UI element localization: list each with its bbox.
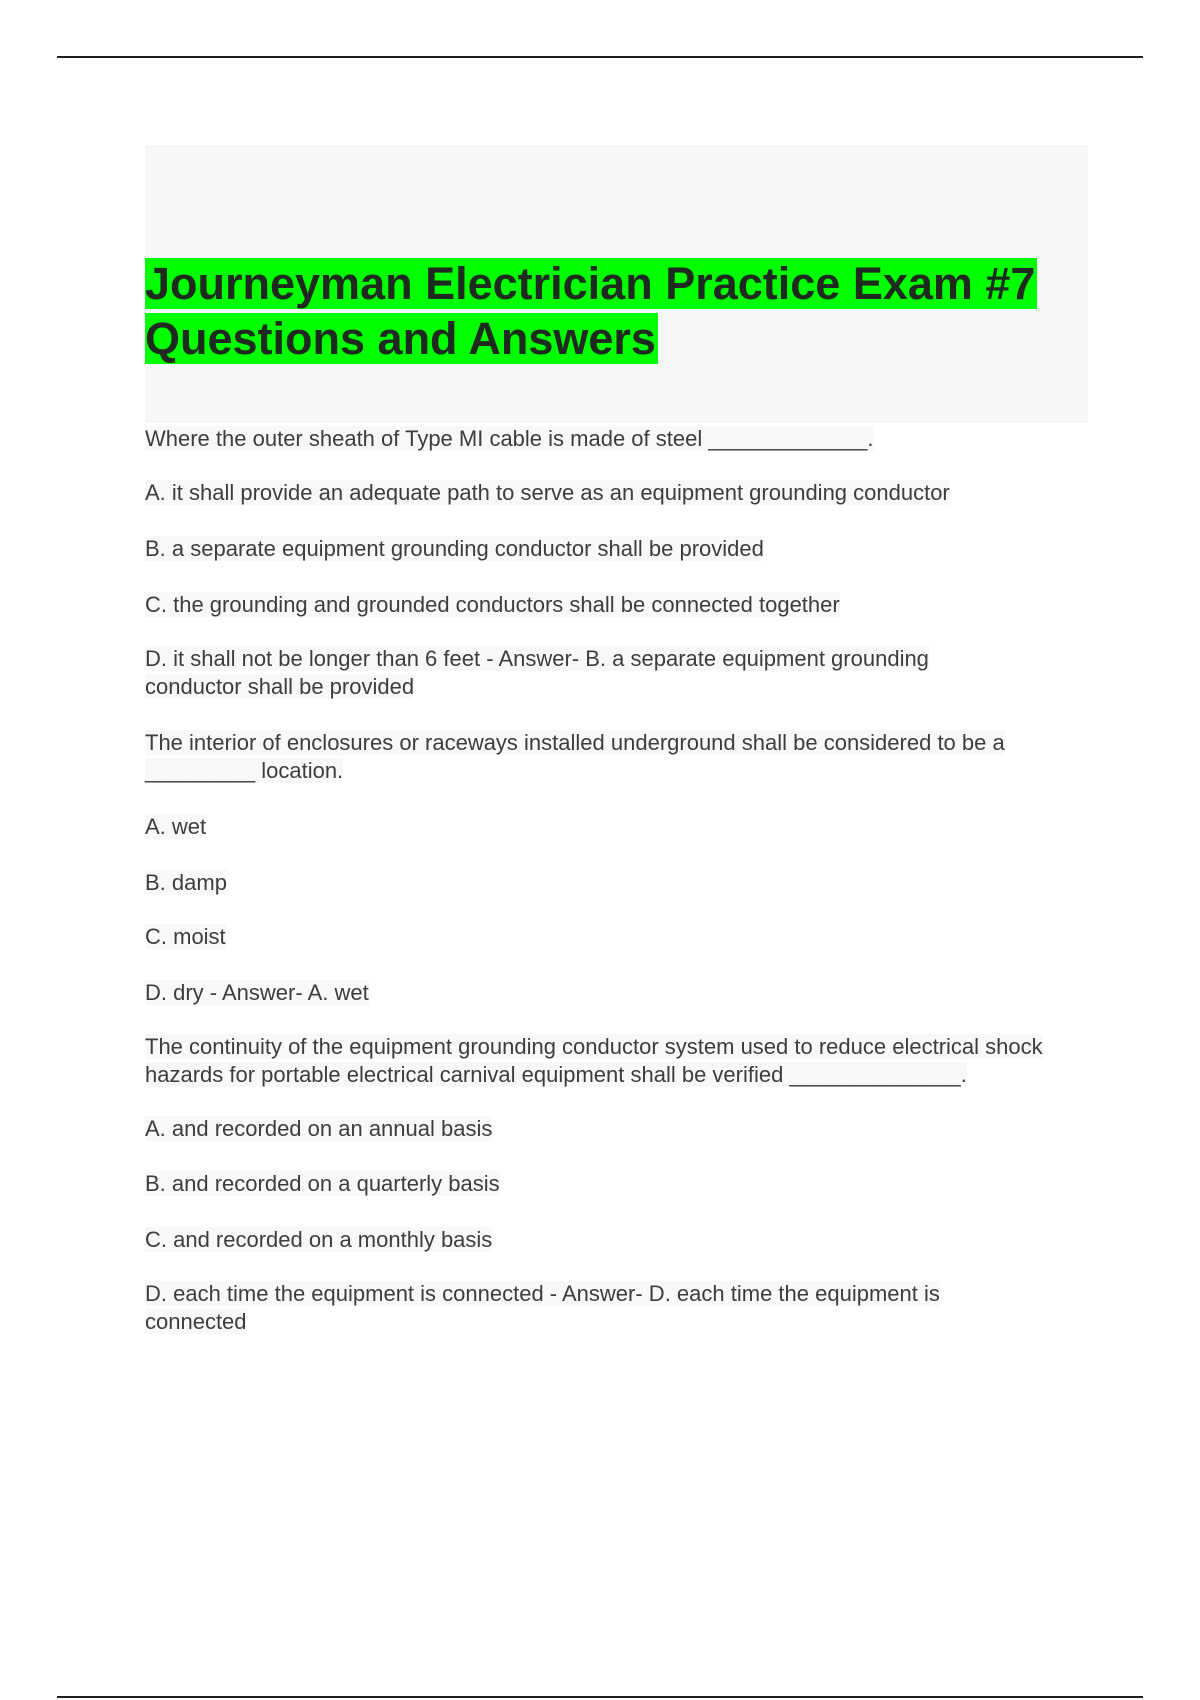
q1-option-c bbox=[145, 591, 1075, 619]
q2-option-a-text: A. wet bbox=[145, 814, 207, 839]
q1-option-b-text: B. a separate equipment grounding conductor shall be provided bbox=[145, 536, 764, 561]
q3-option-a-text: A. and recorded on an annual basis bbox=[145, 1116, 493, 1141]
q3-option-c bbox=[145, 1226, 1075, 1254]
document-title-text: Journeyman Electrician Practice Exam #7 Questions and Answers bbox=[145, 258, 1036, 364]
q2-option-d-answer bbox=[145, 979, 1075, 1007]
document-title bbox=[145, 256, 1065, 366]
q1-option-d-answer bbox=[145, 645, 1025, 701]
question-3 bbox=[145, 1033, 1080, 1089]
question-1-text: Where the outer sheath of Type MI cable is made of steel _____________. bbox=[145, 426, 874, 451]
top-rule bbox=[57, 56, 1143, 58]
q3-option-b bbox=[145, 1170, 1075, 1198]
document-body bbox=[145, 425, 1075, 1336]
q3-option-a bbox=[145, 1115, 1075, 1143]
question-3-text: The continuity of the equipment grounding conductor system used to reduce electrical shock hazards for portable electrical carnival equipment shall be verified ______________. bbox=[145, 1034, 1043, 1087]
q1-option-d-answer-text: D. it shall not be longer than 6 feet - Answer- B. a separate equipment grounding conductor shall be provided bbox=[145, 646, 929, 699]
question-1 bbox=[145, 425, 1075, 453]
q2-option-b bbox=[145, 869, 1075, 897]
q2-option-b-text: B. damp bbox=[145, 870, 227, 895]
q2-option-c bbox=[145, 923, 1075, 951]
q1-option-a-text: A. it shall provide an adequate path to serve as an equipment grounding conductor bbox=[145, 480, 950, 505]
q1-option-b bbox=[145, 535, 1075, 563]
q3-option-d-answer bbox=[145, 1280, 1045, 1336]
q3-option-b-text: B. and recorded on a quarterly basis bbox=[145, 1171, 500, 1196]
q2-option-c-text: C. moist bbox=[145, 924, 226, 949]
question-2 bbox=[145, 729, 1080, 785]
q2-option-a bbox=[145, 813, 1075, 841]
q1-option-c-text: C. the grounding and grounded conductors shall be connected together bbox=[145, 592, 840, 617]
question-2-text: The interior of enclosures or raceways installed underground shall be considered to be a _________ location. bbox=[145, 730, 1005, 783]
q1-option-a bbox=[145, 479, 1075, 507]
q3-option-d-answer-text: D. each time the equipment is connected - Answer- D. each time the equipment is connected bbox=[145, 1281, 940, 1334]
q3-option-c-text: C. and recorded on a monthly basis bbox=[145, 1227, 493, 1252]
bottom-rule bbox=[57, 1696, 1143, 1698]
q2-option-d-answer-text: D. dry - Answer- A. wet bbox=[145, 980, 369, 1005]
